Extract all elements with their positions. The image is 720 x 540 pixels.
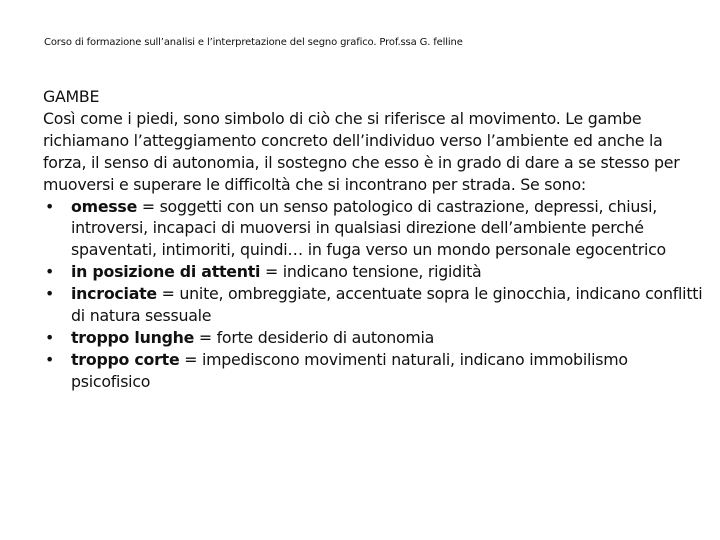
bullet-term: in posizione di attenti bbox=[71, 262, 261, 282]
bullet-description: = soggetti con un senso patologico di castrazione, depressi, chiusi, introversi, incapaci di muoversi in qualsiasi direzione dell’ambiente perché spaventati, intimoriti, quindi… in fuga verso un mondo personale egocentrico bbox=[71, 196, 666, 260]
bullet-icon: • bbox=[45, 349, 55, 369]
list-item bbox=[43, 349, 703, 393]
bullet-description: = indicano tensione, rigidità bbox=[260, 262, 482, 282]
list-item bbox=[43, 261, 703, 283]
bullet-term: troppo corte bbox=[71, 349, 180, 369]
bullet-term: incrociate bbox=[71, 284, 157, 304]
bullet-term: troppo lunghe bbox=[71, 327, 195, 347]
bullet-icon: • bbox=[45, 196, 55, 216]
bullet-description: = unite, ombreggiate, accentuate sopra le ginocchia, indicano conflitti di natura sessuale bbox=[71, 284, 703, 326]
bullet-term: omesse bbox=[71, 196, 138, 216]
bullet-icon: • bbox=[45, 327, 55, 347]
list-item bbox=[43, 327, 703, 349]
bullet-description: = impediscono movimenti naturali, indicano immobilismo psicofisico bbox=[71, 349, 628, 391]
list-item bbox=[43, 196, 703, 262]
bullet-icon: • bbox=[45, 284, 55, 304]
bullet-list bbox=[43, 196, 703, 393]
bullet-icon: • bbox=[45, 262, 55, 282]
slide-header: Corso di formazione sull’analisi e l’interpretazione del segno grafico. Prof.ssa G. felline bbox=[44, 37, 463, 48]
bullet-description: = forte desiderio di autonomia bbox=[194, 327, 435, 347]
slide-body bbox=[43, 86, 703, 393]
section-title: GAMBE bbox=[43, 87, 100, 106]
list-item bbox=[43, 283, 703, 327]
section-intro: Così come i piedi, sono simbolo di ciò che si riferisce al movimento. Le gambe richiamano l’atteggiamento concreto dell’individuo verso l’ambiente ed anche la forza, il senso di autonomia, il sostegno che esso è in grado di dare a se stesso per muoversi e superare le difficoltà che si incontrano per strada. Se sono: bbox=[43, 108, 680, 194]
